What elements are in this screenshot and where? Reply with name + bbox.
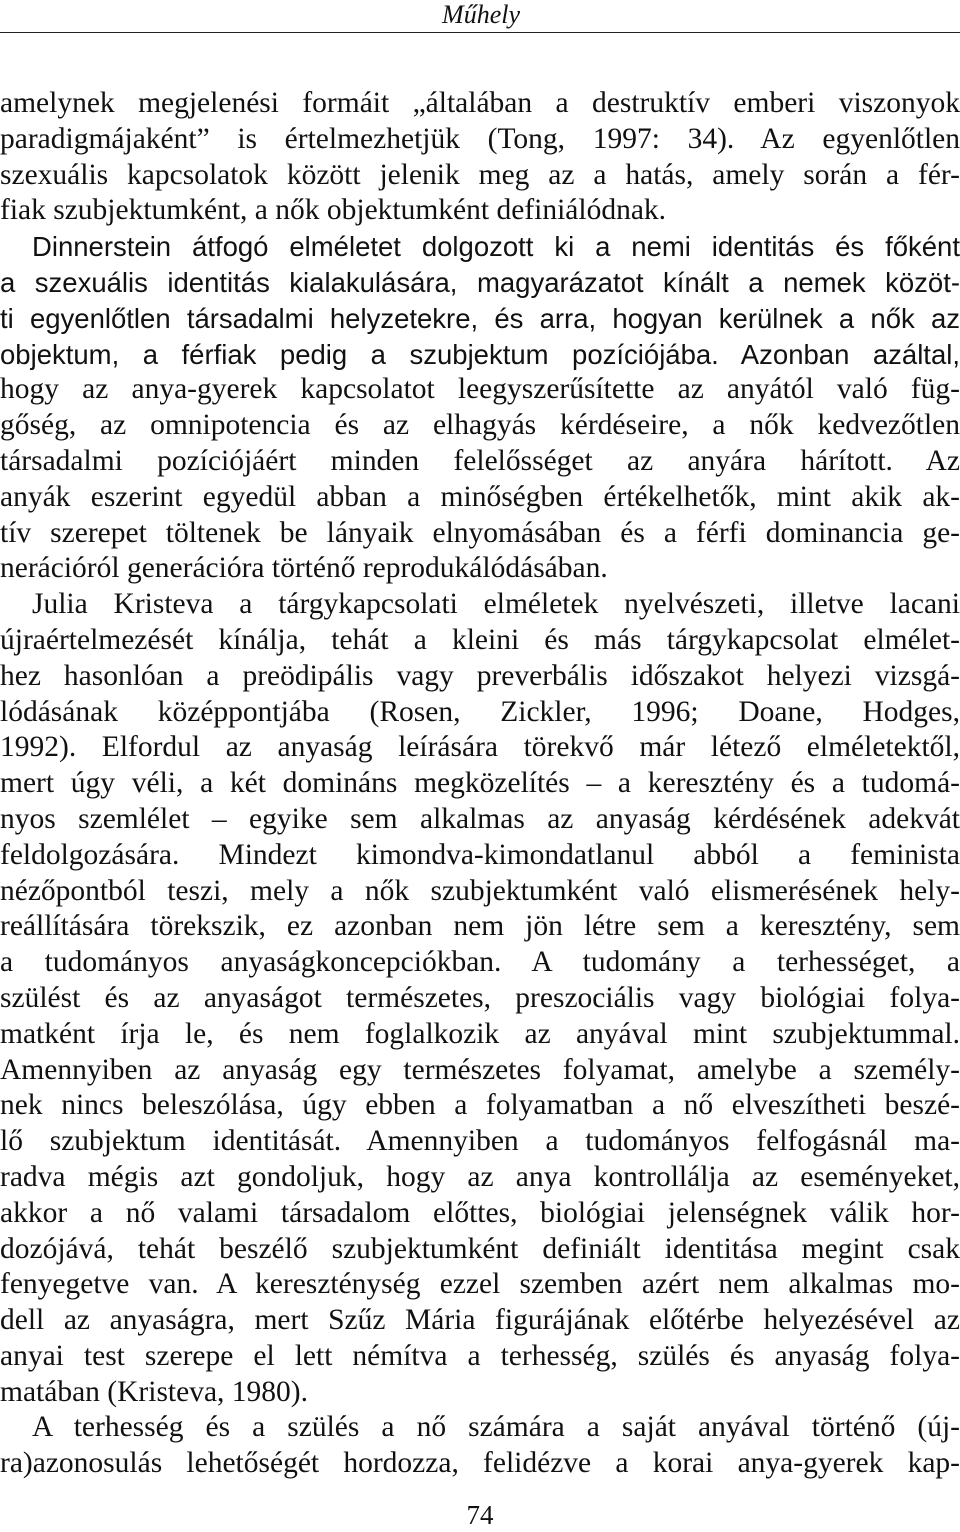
text-line: nézőpontból teszi, mely a nők szubjektumként való elismerésének hely-: [0, 874, 960, 907]
text-line: anyák eszerint egyedül abban a minőségben értékelhetők, mint akik ak-: [0, 480, 960, 513]
text-line: akkor a nő valami társadalom előttes, biológiai jelenségnek válik hor-: [0, 1196, 960, 1229]
text-line: dozójává, tehát beszélő szubjektumként definiált identitása megint csak: [0, 1232, 960, 1265]
text-line: Dinnerstein átfogó elméletet dolgozott ki a nemi identitás és főként: [32, 231, 960, 263]
text-line: fiak szubjektumként, a nők objektumként definiálódnak.: [0, 194, 667, 227]
text-line: dell az anyaságra, mert Szűz Mária figurájának előtérbe helyezésével az: [0, 1304, 960, 1337]
text-line: nyos szemlélet – egyike sem alkalmas az anyaság kérdésének adekvát: [0, 802, 960, 835]
running-head: [0, 0, 960, 33]
text-line: lő szubjektum identitását. Amennyiben a tudományos felfogásnál ma-: [0, 1125, 960, 1158]
text-line: objektum, a férfiak pedig a szubjektum pozíciójába. Azonban azáltal,: [0, 338, 960, 370]
text-line: Julia Kristeva a tárgykapcsolati elméletek nyelvészeti, illetve lacani: [32, 588, 960, 621]
text-line: feldolgozására. Mindezt kimondva-kimondatlanul abból a feminista: [0, 838, 960, 871]
text-line: A terhesség és a szülés a nő számára a saját anyával történő (új-: [32, 1411, 960, 1444]
running-head-title: Műhely: [442, 0, 520, 29]
text-line: mert úgy véli, a két domináns megközelítés – a keresztény és a tudomá-: [0, 767, 960, 800]
text-line: a szexuális identitás kialakulására, magyarázatot kínált a nemek közöt-: [0, 266, 960, 298]
text-line: matában (Kristeva, 1980).: [0, 1375, 309, 1408]
text-line: Amennyiben az anyaság egy természetes folyamat, amelybe a személy-: [0, 1053, 960, 1086]
text-line: hogy az anya-gyerek kapcsolatot leegyszerűsítette az anyától való füg-: [0, 373, 960, 406]
text-line: anyai test szerepe el lett némítva a terhesség, szülés és anyaság folya-: [0, 1339, 960, 1372]
text-line: fenyegetve van. A kereszténység ezzel szemben azért nem alkalmas mo-: [0, 1268, 960, 1301]
text-line: nek nincs beleszólása, úgy ebben a folyamatban a nő elveszítheti beszé-: [0, 1089, 960, 1122]
page-number: 74: [466, 1500, 494, 1530]
text-line: társadalmi pozíciójáért minden felelősséget az anyára hárított. Az: [0, 444, 960, 477]
text-line: a tudományos anyaságkoncepciókban. A tudomány a terhességet, a: [0, 946, 960, 979]
text-line: szexuális kapcsolatok között jelenik meg az a hatás, amely során a fér-: [0, 158, 960, 191]
text-line: hez hasonlóan a preödipális vagy preverbális időszakot helyezi vizsgá-: [0, 659, 960, 692]
text-line: szülést és az anyaságot természetes, preszociális vagy biológiai folya-: [0, 981, 960, 1014]
text-line: reállítására törekszik, ez azonban nem jön létre sem a keresztény, sem: [0, 910, 960, 943]
text-line: paradigmájaként” is értelmezhetjük (Tong, 1997: 34). Az egyenlőtlen: [0, 122, 960, 155]
text-line: újraértelmezését kínálja, tehát a kleini és más tárgykapcsolat elmélet-: [0, 623, 960, 656]
text-line: tív szerepet töltenek be lányaik elnyomásában és a férfi dominancia ge-: [0, 516, 960, 549]
text-line: amelynek megjelenési formáit „általában a destruktív emberi viszonyok: [0, 87, 960, 119]
text-line: lódásának középpontjába (Rosen, Zickler, 1996; Doane, Hodges,: [0, 695, 960, 728]
text-line: ti egyenlőtlen társadalmi helyzetekre, és arra, hogyan kerülnek a nők az: [0, 302, 960, 334]
text-line: radva mégis azt gondoljuk, hogy az anya kontrollálja az eseményeket,: [0, 1160, 960, 1193]
text-line: nerációról generációra történő reprodukálódásában.: [0, 552, 608, 585]
text-line: gőség, az omnipotencia és az elhagyás kérdéseire, a nők kedvezőtlen: [0, 409, 960, 442]
text-line: matként írja le, és nem foglalkozik az anyával mint szubjektummal.: [0, 1017, 960, 1050]
text-line: ra)azonosulás lehetőségét hordozza, felidézve a korai anya-gyerek kap-: [0, 1447, 960, 1480]
body-text: [0, 86, 960, 1482]
text-line: 1992). Elfordul az anyaság leírására törekvő már létező elméletektől,: [0, 731, 960, 764]
